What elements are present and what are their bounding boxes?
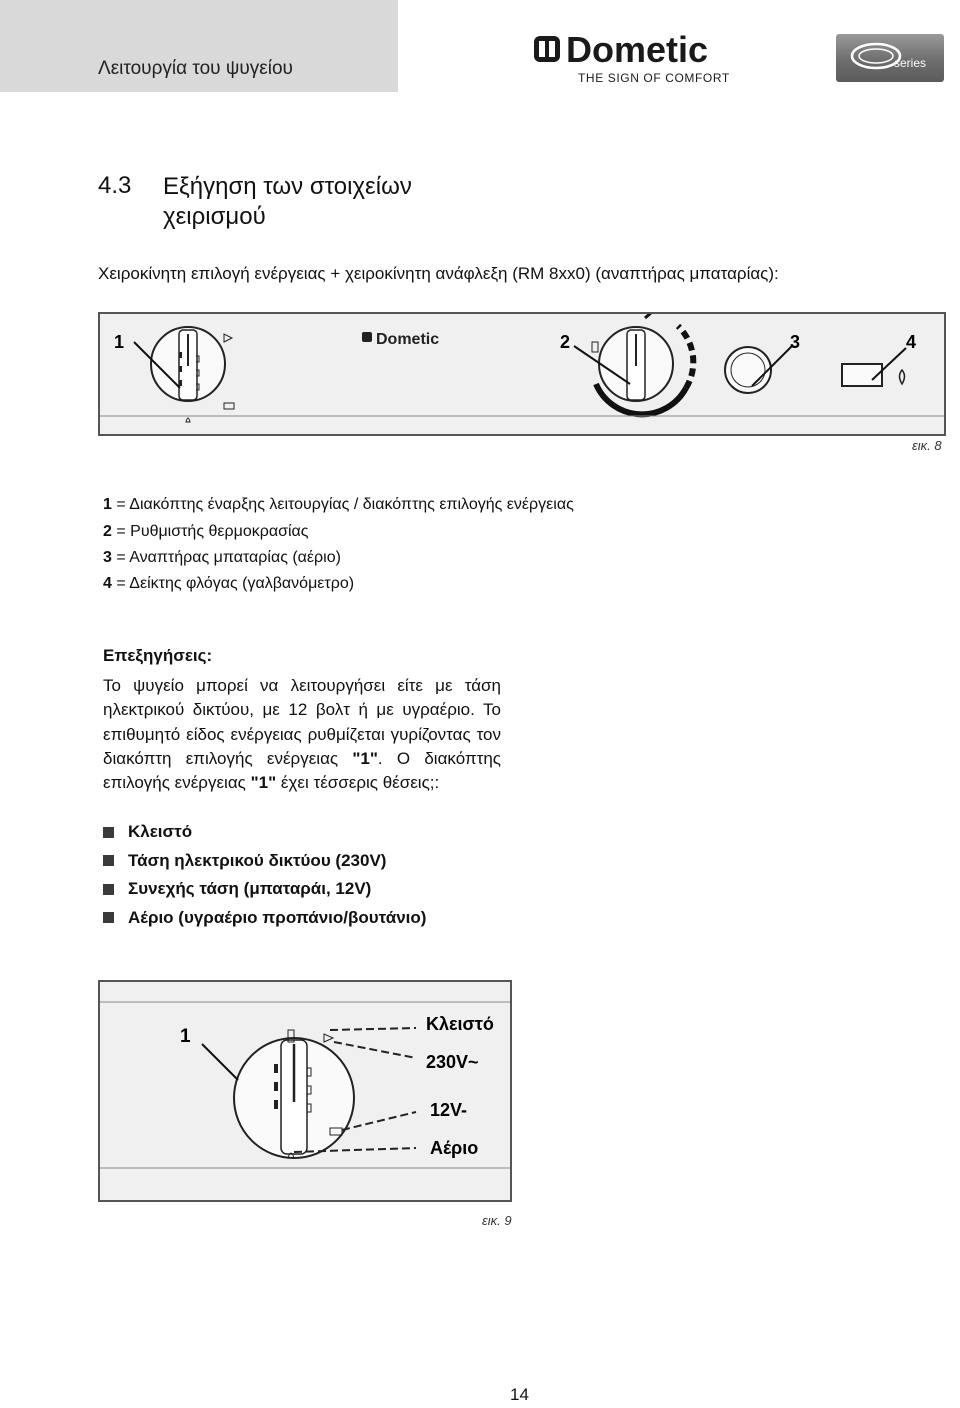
page-number: 14 bbox=[510, 1385, 529, 1404]
list-item: Συνεχής τάση (μπαταράι, 12V) bbox=[103, 875, 426, 904]
energy-selector-knob-icon bbox=[151, 327, 234, 422]
bullet-square-icon bbox=[103, 855, 114, 866]
header-title: Λειτουργία του ψυγείου bbox=[98, 58, 293, 79]
series-text: series bbox=[894, 56, 927, 70]
energy-selector-knob-large-icon bbox=[234, 1030, 354, 1158]
fig8-label-2: 2 bbox=[560, 332, 571, 352]
bullet-square-icon bbox=[103, 827, 114, 838]
legend-item: 3 = Αναπτήρας μπαταρίας (αέριο) bbox=[103, 549, 341, 566]
section-number: 4.3 bbox=[98, 172, 132, 199]
figure9-caption: εικ. 9 bbox=[482, 1213, 512, 1228]
list-item: Αέριο (υγραέριο προπάνιο/βουτάνιο) bbox=[103, 904, 426, 933]
flame-indicator-icon bbox=[842, 364, 905, 386]
explanations-title: Επεξηγήσεις: bbox=[103, 646, 213, 665]
fig9-position-label: 12V- bbox=[430, 1100, 468, 1120]
energy-selector-figure bbox=[98, 980, 512, 1202]
panel-dometic-logo bbox=[362, 331, 439, 348]
energy-positions-list bbox=[103, 818, 426, 932]
bullet-square-icon bbox=[103, 912, 114, 923]
section-title: Εξήγηση των στοιχείων χειρισμού bbox=[163, 173, 412, 230]
fig8-label-1: 1 bbox=[114, 332, 125, 352]
fig8-label-4: 4 bbox=[906, 332, 917, 352]
fig9-position-label: Κλειστό bbox=[426, 1014, 494, 1034]
section-subtitle: Χειροκίνητη επιλογή ενέργειας + χειροκίνητη ανάφλεξη (RM 8xx0) (αναπτήρας μπαταρίας): bbox=[98, 264, 779, 283]
brand-name: Dometic bbox=[566, 30, 709, 70]
fig8-label-3: 3 bbox=[790, 332, 801, 352]
control-panel-figure bbox=[98, 312, 946, 436]
legend-item: 1 = Διακόπτης έναρξης λειτουργίας / διακόπτης επιλογής ενέργειας bbox=[103, 496, 574, 513]
dometic-logo bbox=[520, 30, 750, 88]
panel-logo-text: Dometic bbox=[376, 331, 440, 348]
list-item: Τάση ηλεκτρικού δικτύου (230V) bbox=[103, 847, 426, 876]
list-item: Κλειστό bbox=[103, 818, 426, 847]
fig9-knob-label: 1 bbox=[180, 1026, 191, 1047]
figure8-caption: εικ. 8 bbox=[912, 438, 942, 453]
series-badge bbox=[836, 34, 944, 82]
dometic-logo-mark-icon bbox=[534, 36, 560, 62]
thermostat-knob-icon bbox=[592, 314, 693, 414]
bullet-square-icon bbox=[103, 884, 114, 895]
explanations-body: Το ψυγείο μπορεί να λειτουργήσει είτε με τάση ηλεκτρικού δικτύου, με 12 βολτ ή με υγραέριο. Το επιθυμητό είδος ενέργειας ρυθμίζεται γυρίζοντας τον διακόπτη επιλογής ενέργειας "1". Ο διακόπτης επιλογής ενέργειας "1" έχει τέσσερις θέσεις;: bbox=[103, 676, 501, 793]
fig9-position-label: Αέριο bbox=[430, 1138, 479, 1158]
fig9-position-label: 230V~ bbox=[426, 1052, 479, 1072]
igniter-button-icon bbox=[725, 347, 771, 393]
legend-item: 2 = Ρυθμιστής θερμοκρασίας bbox=[103, 523, 309, 540]
brand-tagline: THE SIGN OF COMFORT bbox=[578, 71, 730, 85]
legend-item: 4 = Δείκτης φλόγας (γαλβανόμετρο) bbox=[103, 575, 355, 592]
